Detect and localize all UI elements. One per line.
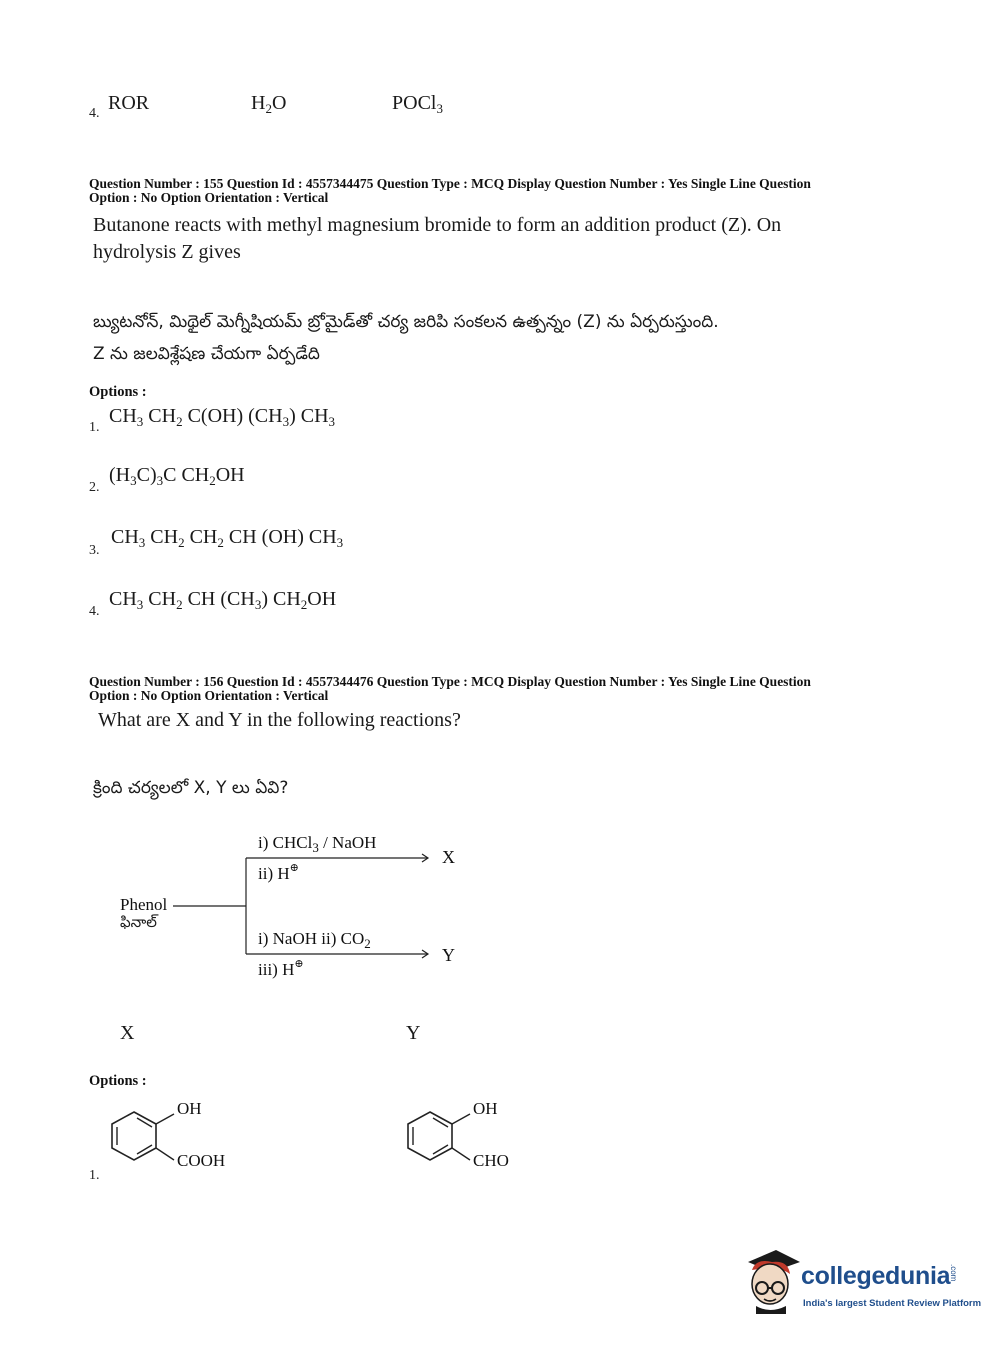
q155-option2-number: 2.: [89, 480, 100, 495]
scheme-product-y: Y: [442, 945, 455, 965]
q156-meta-line1: Question Number : 156 Question Id : 4557344476 Question Type : MCQ Display Question Number : Yes Single Line Question: [89, 674, 811, 689]
option1-x-cooh: COOH: [177, 1151, 226, 1170]
option1-y-cho: CHO: [473, 1151, 509, 1170]
q155-text-line2: hydrolysis Z gives: [93, 241, 241, 263]
option1-x-oh: OH: [177, 1099, 202, 1118]
q155-meta-line2: Option : No Option Orientation : Vertical: [89, 190, 329, 205]
q155-telugu-line2: Z ను జలవిశ్లేషణ చేయగా ఏర్పడేది: [93, 344, 320, 364]
scheme-lines: [170, 840, 470, 980]
scheme-lower-reagent2: iii) H⊕: [258, 958, 304, 979]
q156-text-line1: What are X and Y in the following reactions?: [98, 709, 461, 731]
proton-charge-icon: ⊕: [294, 958, 304, 970]
column-header-y: Y: [406, 1022, 421, 1044]
scheme-upper-reagent1: i) CHCl$_3$ / NaOH: [258, 833, 377, 855]
brand-name: collegedunia: [801, 1262, 951, 1290]
q156-telugu-line1: క్రింది చర్యలలో X, Y లు ఏవి?: [93, 778, 289, 798]
column-header-x: X: [120, 1022, 135, 1044]
q155-text-line1: Butanone reacts with methyl magnesium bromide to form an addition product (Z). On: [93, 214, 782, 236]
prev-option-water: $H_2O$: [251, 92, 287, 116]
collegedunia-mascot-icon: [742, 1248, 800, 1314]
brand-tagline: India's largest Student Review Platform: [803, 1298, 982, 1309]
q155-option1[interactable]: $CH_3$ $CH_2$ C(OH) $(CH_3)$ $CH_3$: [109, 405, 336, 429]
prev-option-pocl3: POCl$_3$: [392, 92, 443, 116]
q155-option2[interactable]: $(H_3C)_3C$ $CH_2OH$: [109, 464, 245, 488]
salicylic-acid-structure[interactable]: [104, 1108, 184, 1172]
prev-option-number: 4.: [89, 106, 100, 121]
q155-option1-number: 1.: [89, 420, 100, 435]
option1-y-oh: OH: [473, 1099, 498, 1118]
q155-option4-number: 4.: [89, 604, 100, 619]
scheme-upper-reagent2: ii) H⊕: [258, 862, 299, 883]
proton-charge-icon: ⊕: [289, 862, 299, 874]
q156-options-label: Options :: [89, 1073, 147, 1089]
brand-dotcom: .com: [949, 1264, 958, 1282]
q155-option3-number: 3.: [89, 543, 100, 558]
q156-meta-line2: Option : No Option Orientation : Vertical: [89, 688, 329, 703]
scheme-reactant-telugu: ఫినాల్: [120, 913, 157, 931]
q155-options-label: Options :: [89, 384, 147, 400]
salicylaldehyde-structure[interactable]: [400, 1108, 480, 1172]
q156-option1-number: 1.: [89, 1168, 100, 1183]
q155-option3[interactable]: $CH_3$ $CH_2$ $CH_2$ CH (OH) $CH_3$: [111, 526, 344, 550]
q155-meta-line1: Question Number : 155 Question Id : 4557344475 Question Type : MCQ Display Question Number : Yes Single Line Question: [89, 176, 811, 191]
q155-telugu-line1: బ్యుటనోన్, మిథైల్ మెగ్నీషియమ్ బ్రోమైడ్‌తో చర్య జరిపి సంకలన ఉత్పన్నం (Z) ను ఏర్పరుస్తుంది.: [93, 312, 719, 332]
q155-option4[interactable]: $CH_3$ $CH_2$ CH $(CH_3)$ $CH_2OH$: [109, 588, 337, 612]
scheme-lower-reagent1: i) NaOH ii) $CO_2$: [258, 929, 371, 951]
prev-option-ror: ROR: [108, 92, 150, 114]
scheme-product-x: X: [442, 847, 455, 867]
scheme-reactant: Phenol: [120, 895, 168, 914]
